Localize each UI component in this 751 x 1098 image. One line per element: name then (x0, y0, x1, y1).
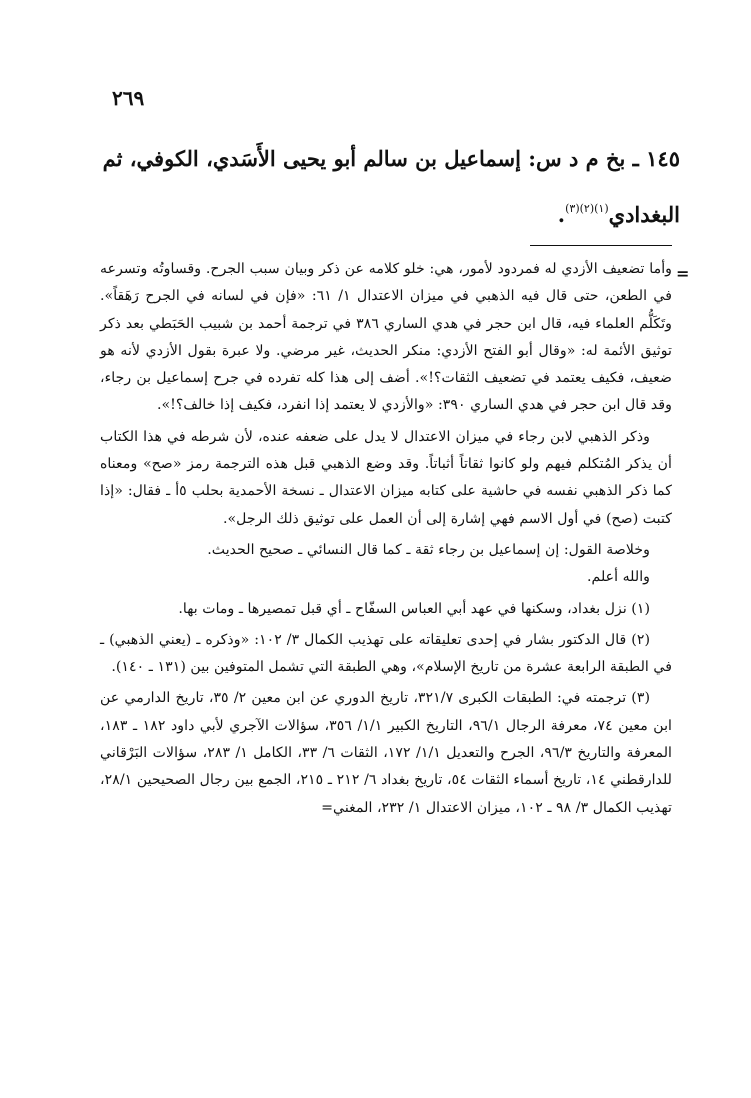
footnote-3: (٣) ترجمته في: الطبقات الكبرى ٣٢١/٧، تاريخ الدوري عن ابن معين ٢/ ٣٥، تاريخ الدارمي عن ابن معين ٧٤، معرفة الرجال ٩٦/١، التاريخ الكبير ١/١/ ٣٥٦، سؤالات الآجري لأبي داود ١٨٢ ـ ١٨٣، المعرفة والتاريخ ٩٦/٣، الجرح والتعديل ١/١/ ١٧٢، الثقات ٦/ ٣٣، الكامل ١/ ٢٨٣، سؤالات البَرْقاني للدارقطني ١٤، تاريخ أسماء الثقات ٥٤، تاريخ بغداد ٦/ ٢١٢ ـ ٢١٥، الجمع بين رجال الصحيحين ٢٨/١، تهذيب الكمال ٣/ ٩٨ ـ ١٠٢، ميزان الاعتدال ١/ ٢٣٢، المغني= (100, 690, 673, 816)
note-paragraph-2: وذكر الذهبي لابن رجاء في ميزان الاعتدال لا يدل على ضعفه عنده، لأن شرطه في هذا الكتاب أن يذكر المُتكلم فيهم ولو كانوا ثقاتاً أثباتاً. وقد وضع الذهبي قبل هذه الترجمة رمز «صح» ومعناه كما ذكر الذهبي نفسه في حاشية على كتابه ميزان الاعتدال ـ نسخة الأحمدية بحلب ٥أ ـ فقال: «إذا كتبت (صح) في أول الاسم فهي إشارة إلى أن العمل على توثيق ذلك الرجل». (100, 428, 672, 527)
footnote-refs: (١)(٢)(٣) (565, 202, 609, 215)
continuation-mark: = (676, 264, 690, 283)
entry-heading (100, 134, 680, 240)
note-paragraph-3 (100, 537, 672, 592)
footnote-divider (530, 245, 672, 246)
heading-end: . (557, 202, 566, 227)
footnotes-block (100, 256, 672, 826)
note-paragraph-1: وأما تضعيف الأزدي له فمردود لأمور، هي: خلو كلامه عن ذكر وبيان سبب الجرح. وقساوتُه وتسرعه في الطعن، حتى قال فيه الذهبي في ميزان الاعتدال ١/ ٦١: «فإن في لسانه في الجرح رَهَقاً». وتَكَلُّم العلماء فيه، قال ابن حجر في هدي الساري ٣٨٦ في ترجمة أحمد بن شبيب الحَبَطي بعد ذكر توثيق الأئمة له: «وقال أبو الفتح الأزدي: منكر الحديث، غير مرضي. ولا عبرة بقول الأزدي لأنه هو ضعيف، فكيف يعتمد في تضعيف الثقات؟!». أضف إلى هذا كله تفرده في جرح إسماعيل بن رجاء، وقد قال ابن حجر في هدي الساري ٣٩٠: «والأزدي لا يعتمد إذا انفرد، فكيف إذا خالف؟!». (100, 261, 673, 414)
footnote-1: (١) نزل بغداد، وسكنها في عهد أبي العباس السفّاح ـ أي قبل تمصيرها ـ ومات بها. (178, 600, 650, 617)
footnote-2: (٢) قال الدكتور بشار في إحدى تعليقاته على تهذيب الكمال ٣/ ١٠٢: «وذكره ـ (يعني الذهبي) ـ في الطبقة الرابعة عشرة من تاريخ الإسلام»، وهي الطبقة التي تشمل المتوفين بين (١٣١ ـ ١٤٠). (100, 631, 672, 676)
note-closing: والله أعلم. (587, 569, 650, 586)
note-conclusion: وخلاصة القول: إن إسماعيل بن رجاء ثقة ـ كما قال النسائي ـ صحيح الحديث. (207, 541, 650, 558)
entry-heading-text: ١٤٥ ـ بخ م د س: إسماعيل بن سالم أبو يحيى الأَسَدي، الكوفي، ثم البغدادي (102, 146, 680, 227)
page-number: ٢٦٩ (112, 86, 145, 110)
